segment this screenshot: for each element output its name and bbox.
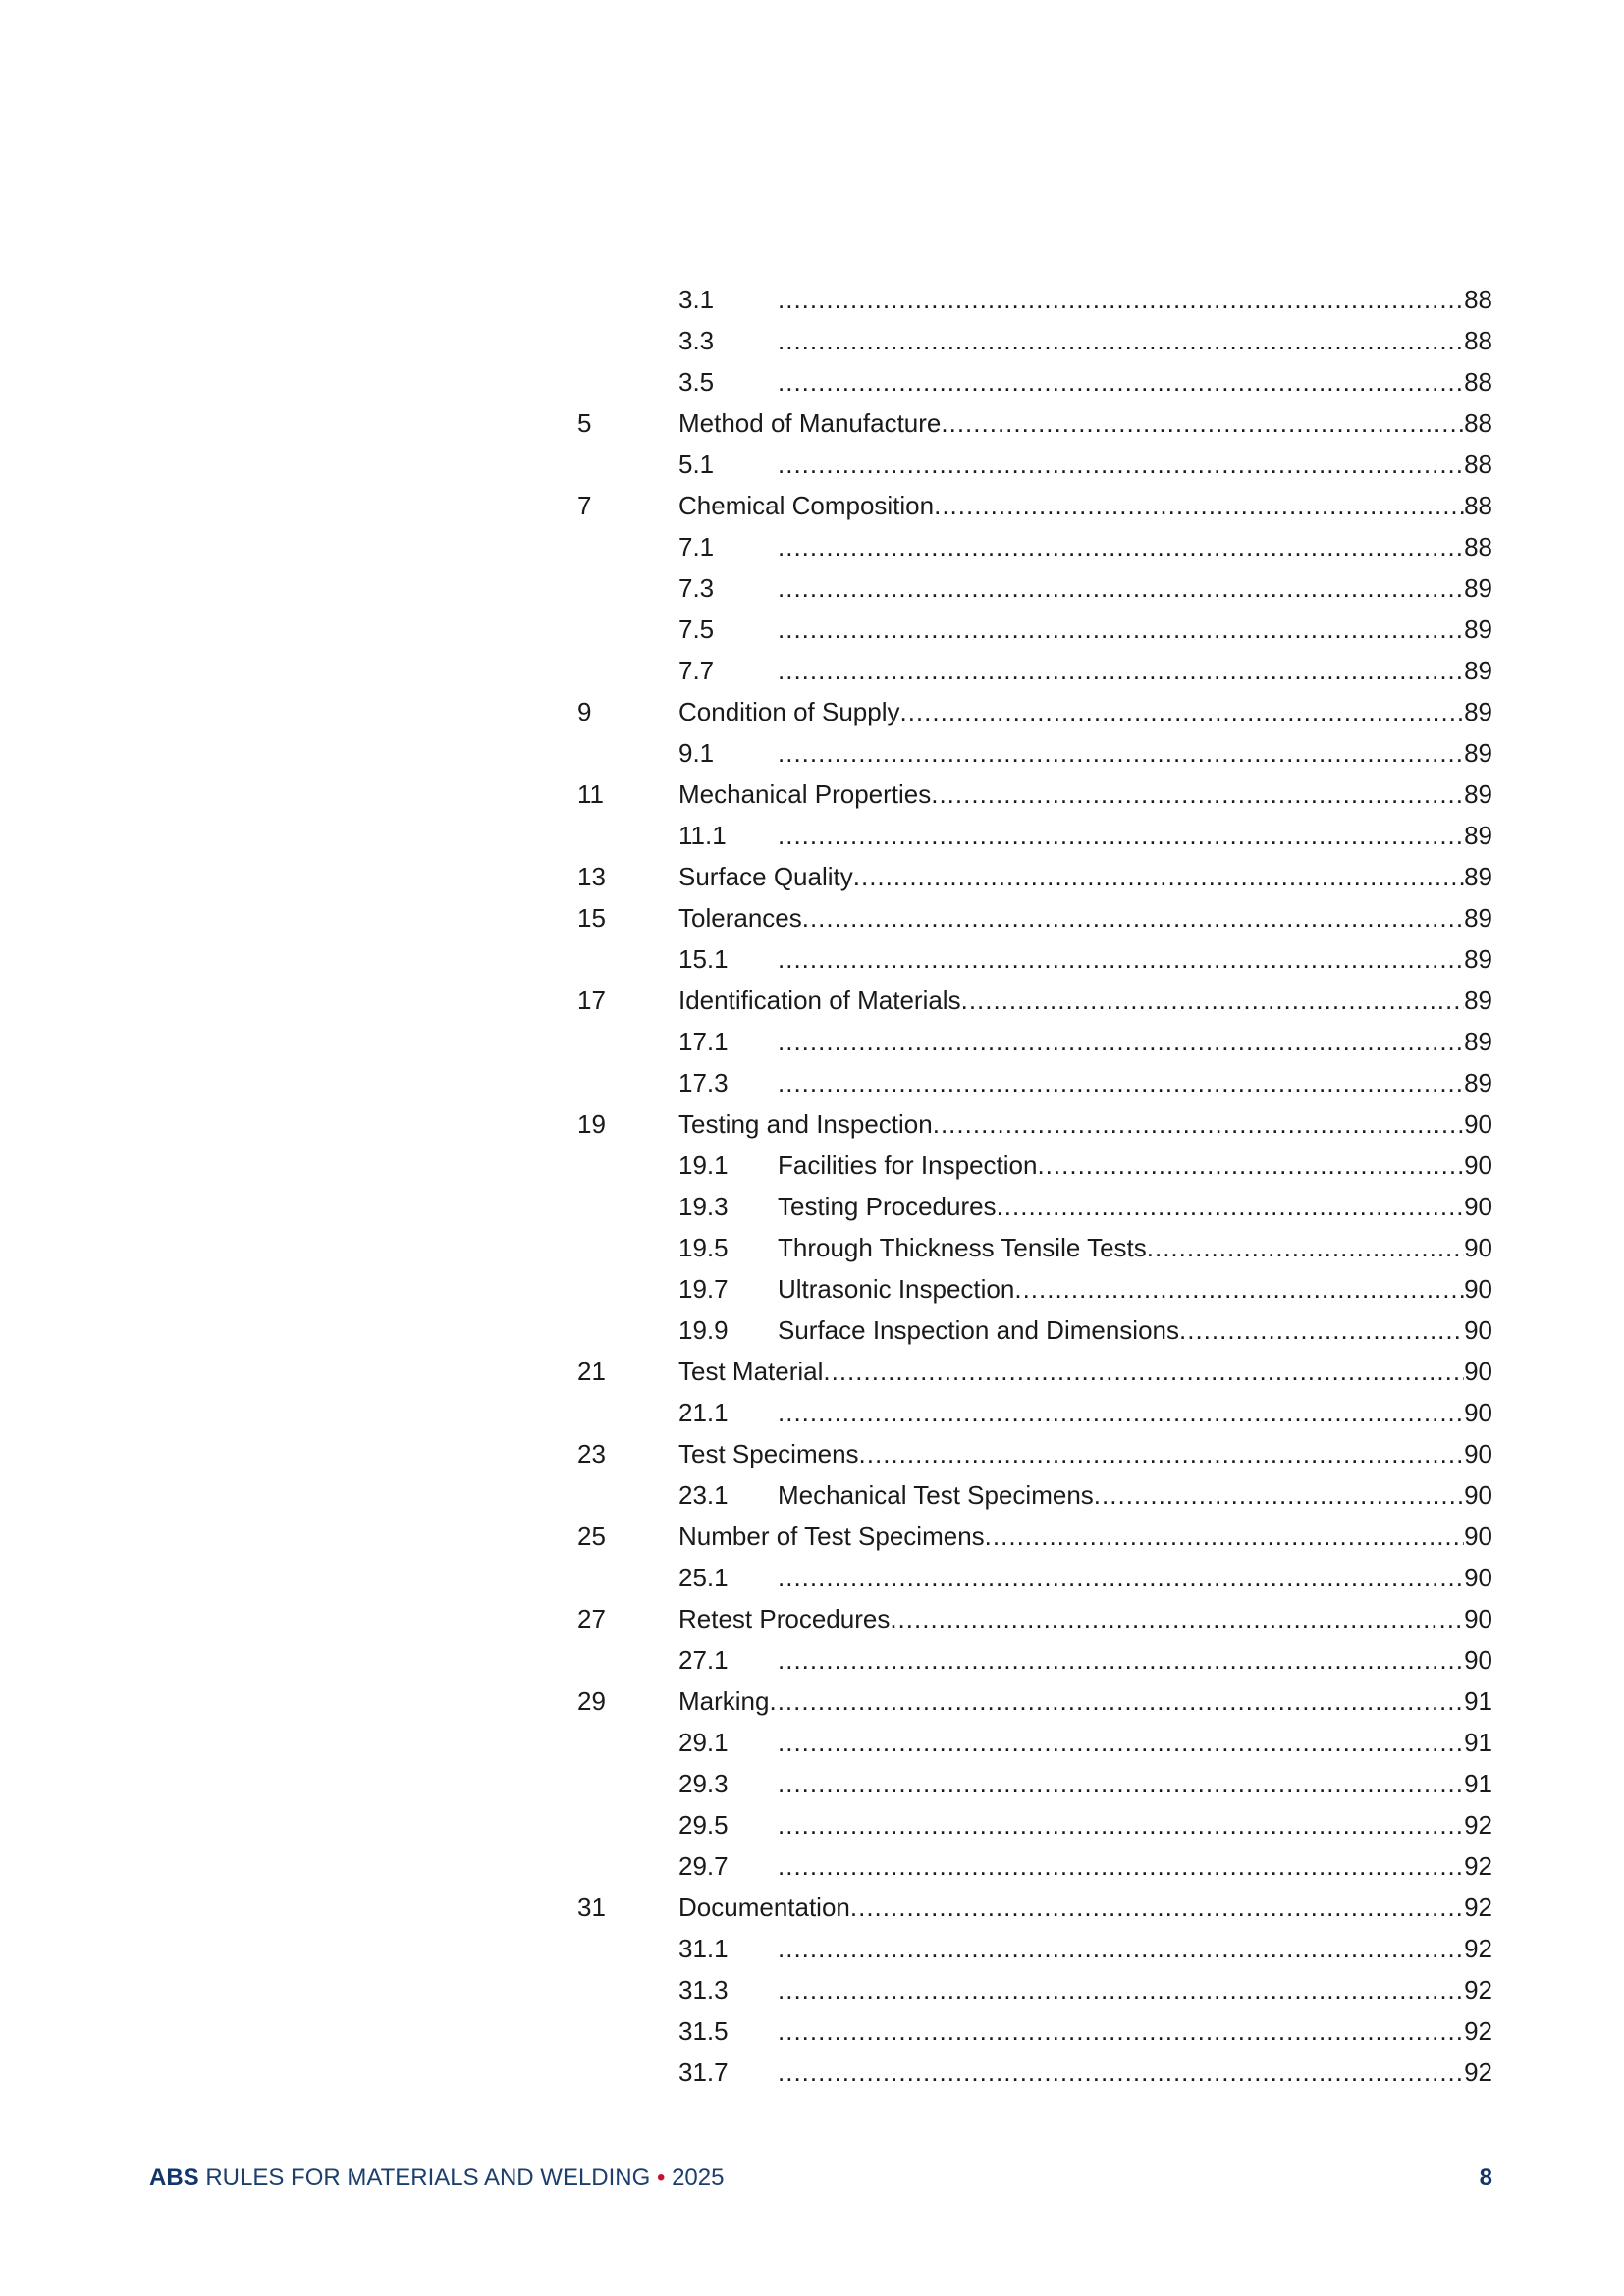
toc-entry-page: 90 [1464,1398,1492,1427]
toc-entry-leader [778,942,1492,976]
dot-leader [778,1973,1464,2006]
toc-entry-leader [778,1272,1492,1306]
toc-entry-leader [778,819,1492,852]
toc-entry-leader [778,613,1492,646]
toc-entry-page: 92 [1464,1934,1492,1963]
toc-entry-page: 88 [1464,491,1492,520]
toc-entry-page: 88 [1464,326,1492,355]
toc-entry-number: 5.1 [678,450,715,479]
dot-leader [778,819,1464,852]
toc-entry-number: 31 [577,1893,606,1922]
toc-entry-title: Test Material [678,1357,824,1386]
toc-entry-number: 31.3 [678,1975,729,2004]
toc-entry-page: 90 [1464,1274,1492,1304]
toc-entry-page: 88 [1464,532,1492,561]
toc-entry-number: 19.9 [678,1315,729,1345]
toc-entry-title: Facilities for Inspection [778,1150,1038,1180]
toc-entry-page: 89 [1464,903,1492,933]
toc-entry[interactable] [0,1478,1624,1520]
toc-entry-leader [778,1313,1492,1347]
toc-entry[interactable] [0,1643,1624,1684]
toc-entry-page: 88 [1464,450,1492,479]
toc-entry-page: 90 [1464,1357,1492,1386]
dot-leader [899,695,1464,728]
toc-entry[interactable] [0,1066,1624,1107]
dot-leader [802,901,1464,934]
toc-entry[interactable] [0,860,1624,901]
toc-entry-page: 90 [1464,1439,1492,1468]
toc-entry-page: 89 [1464,656,1492,685]
toc-entry-title: Tolerances [678,903,802,933]
dot-leader [778,2014,1464,2048]
toc-entry[interactable] [0,1891,1624,1932]
dot-leader [934,489,1464,522]
toc-entry-number: 3.1 [678,285,715,314]
toc-entry-leader [778,654,1492,687]
toc-entry-number: 31.1 [678,1934,729,1963]
toc-entry-leader [778,571,1492,605]
toc-entry-number: 11.1 [678,821,727,850]
toc-entry-page: 90 [1464,1109,1492,1139]
toc-entry[interactable] [0,1520,1624,1561]
dot-leader [778,1849,1464,1883]
toc-entry[interactable] [0,819,1624,860]
toc-entry[interactable] [0,2014,1624,2056]
toc-entry-number: 7 [577,491,592,520]
toc-entry-title: Surface Inspection and Dimensions [778,1315,1180,1345]
toc-entry-title: Documentation [678,1893,850,1922]
dot-leader [778,2056,1464,2089]
toc-entry-page: 92 [1464,2016,1492,2046]
toc-entry-leader [778,365,1492,399]
toc-entry-page: 91 [1464,1769,1492,1798]
toc-entry-title: Ultrasonic Inspection [778,1274,1015,1304]
toc-entry-page: 90 [1464,1233,1492,1262]
toc-entry-leader [678,1107,1492,1141]
toc-entry-page: 89 [1464,986,1492,1015]
toc-entry-leader [678,1520,1492,1553]
toc-entry[interactable] [0,283,1624,324]
toc-entry-number: 19.5 [678,1233,729,1262]
toc-entry[interactable] [0,901,1624,942]
toc-entry-leader [678,695,1492,728]
dot-leader [859,1437,1465,1470]
dot-leader [778,324,1464,357]
toc-entry-page: 90 [1464,1315,1492,1345]
dot-leader [778,942,1464,976]
toc-entry-number: 9 [577,697,592,726]
toc-entry-leader [778,1808,1492,1842]
toc-entry-leader [778,1066,1492,1099]
toc-entry-number: 23.1 [678,1480,729,1510]
toc-entry-page: 89 [1464,614,1492,644]
toc-entry[interactable] [0,1025,1624,1066]
toc-entry-leader [778,1190,1492,1223]
toc-entry[interactable] [0,613,1624,654]
toc-entry-page: 92 [1464,1975,1492,2004]
toc-entry-page: 92 [1464,2057,1492,2087]
toc-entry-page: 90 [1464,1522,1492,1551]
toc-entry[interactable] [0,2056,1624,2097]
toc-entry-number: 17 [577,986,606,1015]
dot-leader [778,530,1464,563]
toc-entry-page: 89 [1464,862,1492,891]
toc-entry-number: 7.1 [678,532,715,561]
toc-entry-page: 89 [1464,1027,1492,1056]
toc-entry[interactable] [0,1148,1624,1190]
toc-entry-title: Test Specimens [678,1439,859,1468]
toc-entry-number: 3.5 [678,367,715,397]
toc-entry[interactable] [0,654,1624,695]
dot-leader [933,1107,1464,1141]
toc-entry[interactable] [0,1561,1624,1602]
dot-leader [778,1066,1464,1099]
toc-entry-number: 25 [577,1522,606,1551]
toc-entry-title: Chemical Composition [678,491,935,520]
toc-entry-number: 23 [577,1439,606,1468]
toc-entry[interactable] [0,1107,1624,1148]
toc-entry-title: Retest Procedures [678,1604,891,1633]
toc-entry-number: 7.7 [678,656,715,685]
toc-entry-leader [778,1561,1492,1594]
toc-entry-title: Testing Procedures [778,1192,997,1221]
toc-entry-number: 29.5 [678,1810,729,1840]
toc-entry-title: Marking [678,1686,770,1716]
toc-entry-number: 31.5 [678,2016,729,2046]
toc-entry-leader [778,1849,1492,1883]
toc-entry[interactable] [0,1355,1624,1396]
toc-entry-leader [678,1437,1492,1470]
toc-entry-page: 92 [1464,1851,1492,1881]
dot-leader [985,1520,1464,1553]
toc-entry[interactable] [0,448,1624,489]
dot-leader [778,1025,1464,1058]
toc-entry-leader [778,1025,1492,1058]
toc-entry-number: 11 [577,779,604,809]
toc-entry-number: 21 [577,1357,606,1386]
dot-leader [778,654,1464,687]
toc-entry-number: 5 [577,408,592,438]
toc-entry[interactable] [0,571,1624,613]
toc-entry-page: 92 [1464,1893,1492,1922]
dot-leader [778,1726,1464,1759]
toc-entry[interactable] [0,406,1624,448]
toc-entry-page: 88 [1464,285,1492,314]
toc-entry-page: 90 [1464,1150,1492,1180]
dot-leader [890,1602,1464,1635]
footer-bullet: • [656,2164,666,2191]
toc-entry-number: 27 [577,1604,606,1633]
toc-entry-number: 13 [577,862,606,891]
toc-entry[interactable] [0,1684,1624,1726]
toc-entry-page: 90 [1464,1604,1492,1633]
page-footer [149,2163,1492,2197]
toc-entry[interactable] [0,1726,1624,1767]
toc-entry-leader [778,736,1492,770]
dot-leader [961,984,1464,1017]
dot-leader [1147,1231,1464,1264]
toc-entry[interactable] [0,942,1624,984]
toc-entry-number: 19.1 [678,1150,729,1180]
toc-entry[interactable] [0,1272,1624,1313]
toc-entry-number: 3.3 [678,326,715,355]
toc-entry[interactable] [0,736,1624,777]
toc-entry-page: 89 [1464,779,1492,809]
toc-entry-leader [678,984,1492,1017]
toc-entry-number: 19 [577,1109,606,1139]
toc-entry-number: 31.7 [678,2057,729,2087]
toc-entry[interactable] [0,1231,1624,1272]
dot-leader [778,1767,1464,1800]
dot-leader [997,1190,1465,1223]
dot-leader [778,1932,1464,1965]
toc-entry-number: 19.3 [678,1192,729,1221]
toc-entry-number: 7.5 [678,614,715,644]
toc-entry-number: 29.7 [678,1851,729,1881]
toc-entry-number: 25.1 [678,1563,729,1592]
toc-entry[interactable] [0,324,1624,365]
toc-entry-leader [678,901,1492,934]
dot-leader [778,736,1464,770]
toc-entry-title: Mechanical Test Specimens [778,1480,1094,1510]
dot-leader [778,448,1464,481]
toc-entry-title: Identification of Materials [678,986,961,1015]
toc-entry[interactable] [0,1932,1624,1973]
toc-entry-number: 7.3 [678,573,715,603]
toc-entry-page: 89 [1464,738,1492,768]
toc-entry-leader [778,283,1492,316]
dot-leader [853,860,1464,893]
toc-entry-leader [778,1932,1492,1965]
toc-entry-leader [778,1478,1492,1512]
toc-entry-page: 90 [1464,1480,1492,1510]
toc-entry-title: Method of Manufacture [678,408,942,438]
toc-entry-number: 29.3 [678,1769,729,1798]
toc-entry-page: 90 [1464,1192,1492,1221]
footer-brand: ABS [149,2164,199,2191]
toc-entry-leader [778,530,1492,563]
toc-entry-number: 17.3 [678,1068,729,1097]
toc-entry-number: 15.1 [678,944,729,974]
toc-entry-page: 89 [1464,573,1492,603]
toc-entry-number: 27.1 [678,1645,729,1675]
toc-entry[interactable] [0,489,1624,530]
page-number: 8 [1479,2164,1492,2191]
footer-year: 2025 [672,2164,725,2191]
toc-entry-page: 88 [1464,408,1492,438]
toc-entry-page: 90 [1464,1645,1492,1675]
toc-entry-leader [778,448,1492,481]
dot-leader [778,365,1464,399]
toc-entry-leader [678,1602,1492,1635]
toc-entry-leader [678,1355,1492,1388]
toc-entry-title: Surface Quality [678,862,853,891]
toc-entry-number: 9.1 [678,738,715,768]
dot-leader [1094,1478,1464,1512]
toc-entry-page: 89 [1464,1068,1492,1097]
toc-entry-number: 17.1 [678,1027,729,1056]
dot-leader [941,406,1464,440]
dot-leader [1014,1272,1464,1306]
dot-leader [778,1808,1464,1842]
dot-leader [931,777,1464,811]
toc-entry-page: 89 [1464,944,1492,974]
toc-entry-leader [778,1973,1492,2006]
dot-leader [1179,1313,1464,1347]
toc-entry-leader [778,1726,1492,1759]
toc-entry-leader [678,1684,1492,1718]
toc-entry[interactable] [0,1396,1624,1437]
dot-leader [778,613,1464,646]
toc-entry[interactable] [0,1190,1624,1231]
dot-leader [1037,1148,1464,1182]
toc-entry-page: 91 [1464,1728,1492,1757]
toc-entry-number: 21.1 [678,1398,729,1427]
toc-entry[interactable] [0,1973,1624,2014]
toc-entry-number: 15 [577,903,606,933]
toc-entry-leader [778,1148,1492,1182]
toc-entry-leader [778,1396,1492,1429]
toc-entry[interactable] [0,984,1624,1025]
toc-entry[interactable] [0,1313,1624,1355]
toc-entry-title: Mechanical Properties [678,779,932,809]
toc-entry-leader [778,2014,1492,2048]
toc-entry-title: Through Thickness Tensile Tests [778,1233,1147,1262]
dot-leader [778,1561,1464,1594]
toc-entry[interactable] [0,777,1624,819]
toc-entry-page: 90 [1464,1563,1492,1592]
toc-entry-leader [678,777,1492,811]
dot-leader [778,1643,1464,1677]
dot-leader [823,1355,1464,1388]
dot-leader [769,1684,1464,1718]
toc-entry-title: Testing and Inspection [678,1109,933,1139]
toc-entry-title: Number of Test Specimens [678,1522,985,1551]
toc-entry[interactable] [0,1437,1624,1478]
toc-entry-page: 92 [1464,1810,1492,1840]
toc-entry-number: 19.7 [678,1274,729,1304]
toc-entry-leader [678,860,1492,893]
toc-entry[interactable] [0,1849,1624,1891]
dot-leader [850,1891,1464,1924]
toc-entry[interactable] [0,530,1624,571]
toc-entry-number: 29.1 [678,1728,729,1757]
toc-entry-title: Condition of Supply [678,697,900,726]
footer-title: RULES FOR MATERIALS AND WELDING [205,2164,651,2191]
toc-entry-leader [778,1643,1492,1677]
dot-leader [778,1396,1464,1429]
toc-entry-page: 91 [1464,1686,1492,1716]
toc-entry-page: 88 [1464,367,1492,397]
toc-entry-leader [778,324,1492,357]
toc-entry-leader [678,406,1492,440]
toc-entry[interactable] [0,1808,1624,1849]
toc-entry-leader [678,489,1492,522]
toc-entry[interactable] [0,365,1624,406]
dot-leader [778,283,1464,316]
toc-entry[interactable] [0,1602,1624,1643]
toc-entry-leader [678,1891,1492,1924]
toc-entry-leader [778,1231,1492,1264]
toc-entry[interactable] [0,695,1624,736]
toc-entry-page: 89 [1464,697,1492,726]
dot-leader [778,571,1464,605]
toc-entry-leader [778,1767,1492,1800]
toc-entry[interactable] [0,1767,1624,1808]
toc-entry-leader [778,2056,1492,2089]
toc-entry-page: 89 [1464,821,1492,850]
table-of-contents [0,283,1624,2097]
toc-entry-number: 29 [577,1686,606,1716]
